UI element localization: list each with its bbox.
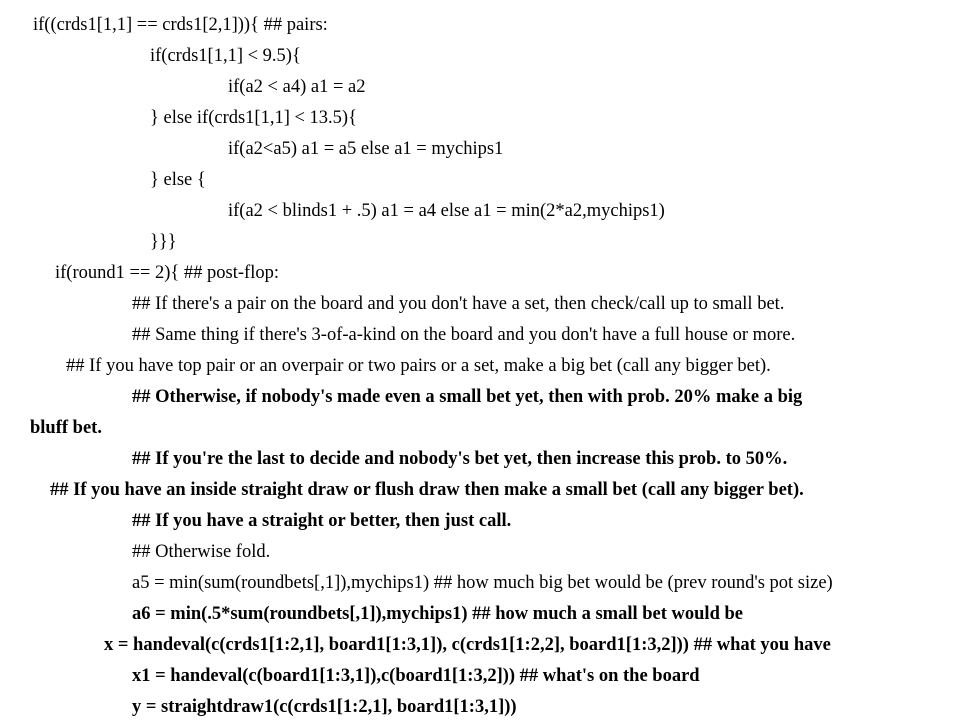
code-line-1: if((crds1[1,1] == crds1[2,1])){ ## pairs:: [33, 15, 328, 35]
code-line-20: a6 = min(.5*sum(roundbets[,1]),mychips1) ## how much a small bet would be: [132, 604, 743, 624]
code-line-4: } else if(crds1[1,1] < 13.5){: [150, 108, 357, 128]
code-line-12: ## If you have top pair or an overpair or two pairs or a set, make a big bet (call any bigger bet).: [66, 356, 771, 376]
code-line-16: ## If you have an inside straight draw or flush draw then make a small bet (call any bigger bet).: [50, 480, 804, 500]
code-line-21: x = handeval(c(crds1[1:2,1], board1[1:3,1]), c(crds1[1:2,2], board1[1:3,2])) ## what you have: [104, 635, 831, 655]
code-line-8: }}}: [150, 232, 177, 252]
code-line-22: x1 = handeval(c(board1[1:3,1]),c(board1[1:3,2])) ## what's on the board: [132, 666, 700, 686]
code-line-14: bluff bet.: [30, 418, 102, 438]
code-line-19: a5 = min(sum(roundbets[,1]),mychips1) ## how much big bet would be (prev round's pot size): [132, 573, 833, 593]
code-line-23: y = straightdraw1(c(crds1[1:2,1], board1[1:3,1])): [132, 697, 517, 717]
code-line-5: if(a2<a5) a1 = a5 else a1 = mychips1: [228, 139, 504, 159]
code-line-18: ## Otherwise fold.: [132, 542, 271, 562]
code-line-6: } else {: [150, 170, 206, 190]
code-line-3: if(a2 < a4) a1 = a2: [228, 77, 366, 97]
code-line-13: ## Otherwise, if nobody's made even a small bet yet, then with prob. 20% make a big: [132, 387, 803, 407]
code-line-15: ## If you're the last to decide and nobody's bet yet, then increase this prob. to 50%.: [132, 449, 788, 469]
code-line-11: ## Same thing if there's 3-of-a-kind on the board and you don't have a full house or more.: [132, 325, 796, 345]
code-line-10: ## If there's a pair on the board and you don't have a set, then check/call up to small bet.: [132, 294, 785, 314]
code-line-9: if(round1 == 2){ ## post-flop:: [55, 263, 279, 283]
code-line-7: if(a2 < blinds1 + .5) a1 = a4 else a1 = min(2*a2,mychips1): [228, 201, 665, 221]
code-line-2: if(crds1[1,1] < 9.5){: [150, 46, 301, 66]
code-line-17: ## If you have a straight or better, then just call.: [132, 511, 512, 531]
